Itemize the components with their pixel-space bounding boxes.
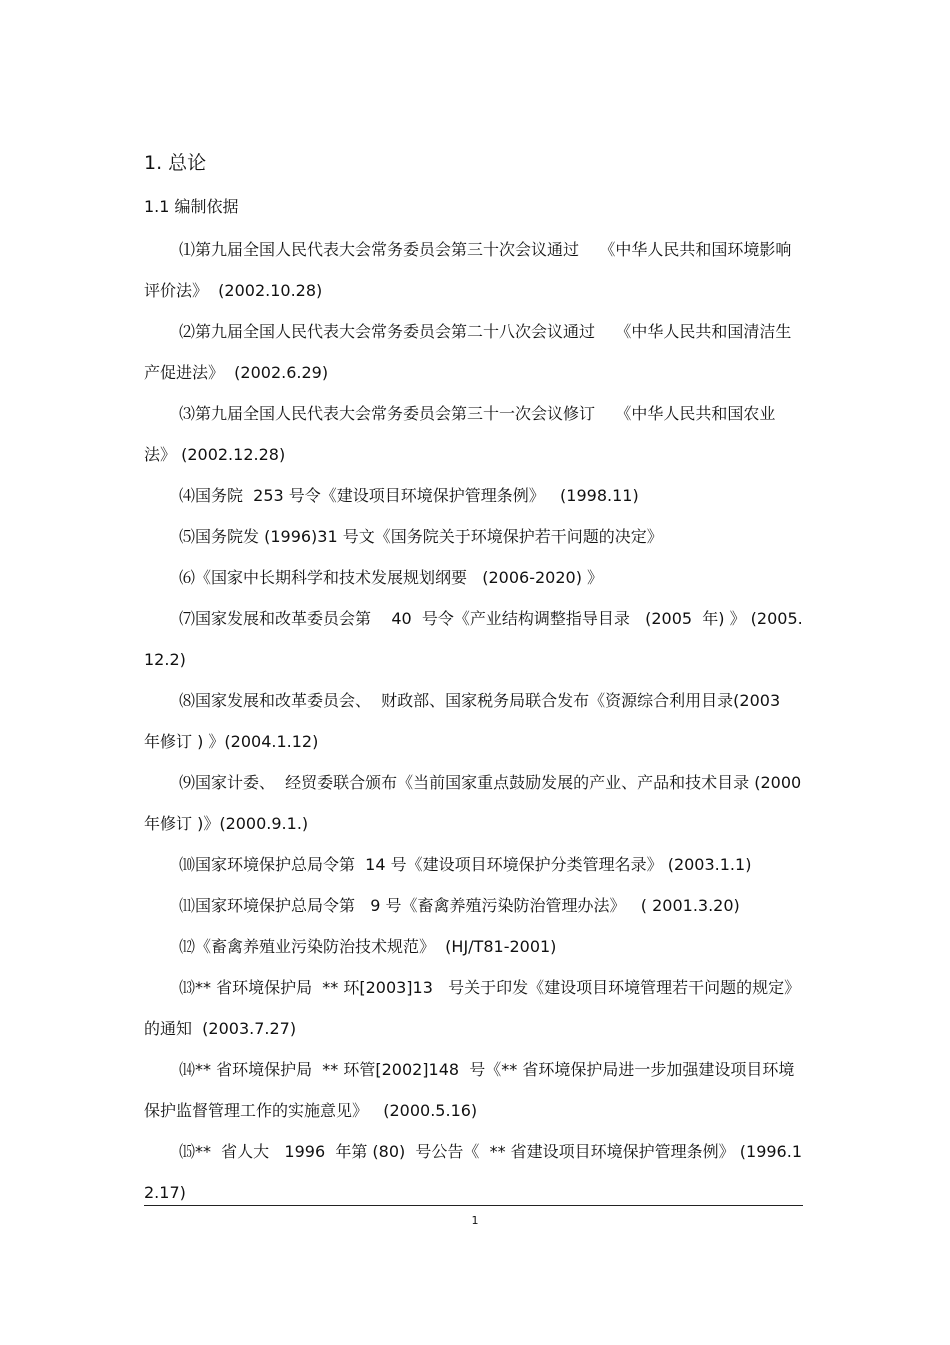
reference-item: ⒂** 省人大 1996 年第 (80) 号公告《 ** 省建设项目环境保护管理条例》 (1996.12.17): [144, 1142, 802, 1202]
reference-item: ⑽国家环境保护总局令第 14 号《建设项目环境保护分类管理名录》 (2003.1.1): [179, 855, 752, 874]
reference-item: ⑷国务院 253 号令《建设项目环境保护管理条例》 (1998.11): [179, 486, 639, 505]
reference-item: ⑼国家计委、 经贸委联合颁布《当前国家重点鼓励发展的产业、产品和技术目录 (2000 年修订 )》(2000.9.1.): [144, 773, 807, 833]
reference-item: ⑿《畜禽养殖业污染防治技术规范》 (HJ/T81-2001): [179, 937, 557, 956]
reference-item: ⑵第九届全国人民代表大会常务委员会第二十八次会议通过 《中华人民共和国清洁生产促进法》 (2002.6.29): [144, 322, 792, 382]
reference-item: ⒁** 省环境保护局 ** 环管[2002]148 号《** 省环境保护局进一步加强建设项目环境保护监督管理工作的实施意见》 (2000.5.16): [144, 1060, 795, 1120]
reference-list: [144, 229, 807, 1213]
reference-item: ⑻国家发展和改革委员会、 财政部、国家税务局联合发布《资源综合利用目录(2003 年修订 ) 》(2004.1.12): [144, 691, 791, 751]
subsection-heading: 1.1 编制依据: [144, 197, 239, 216]
reference-item: ⑺国家发展和改革委员会第 40 号令《产业结构调整指导目录 (2005 年) 》 (2005.12.2): [144, 609, 803, 669]
footer-divider: [144, 1205, 803, 1206]
reference-item: ⑸国务院发 (1996)31 号文《国务院关于环境保护若干问题的决定》: [179, 527, 663, 546]
reference-item: ⑶第九届全国人民代表大会常务委员会第三十一次会议修订 《中华人民共和国农业法》 (2002.12.28): [144, 404, 776, 464]
page-number: 1: [471, 1214, 479, 1227]
reference-item: ⑾国家环境保护总局令第 9 号《畜禽养殖污染防治管理办法》 ( 2001.3.20): [179, 896, 740, 915]
section-heading: 1. 总论: [144, 152, 207, 174]
reference-item: ⑹《国家中长期科学和技术发展规划纲要 (2006-2020) 》: [179, 568, 604, 587]
reference-item: ⒀** 省环境保护局 ** 环[2003]13 号关于印发《建设项目环境管理若干问题的规定》的通知 (2003.7.27): [144, 978, 801, 1038]
reference-item: ⑴第九届全国人民代表大会常务委员会第三十次会议通过 《中华人民共和国环境影响评价法》 (2002.10.28): [144, 240, 792, 300]
